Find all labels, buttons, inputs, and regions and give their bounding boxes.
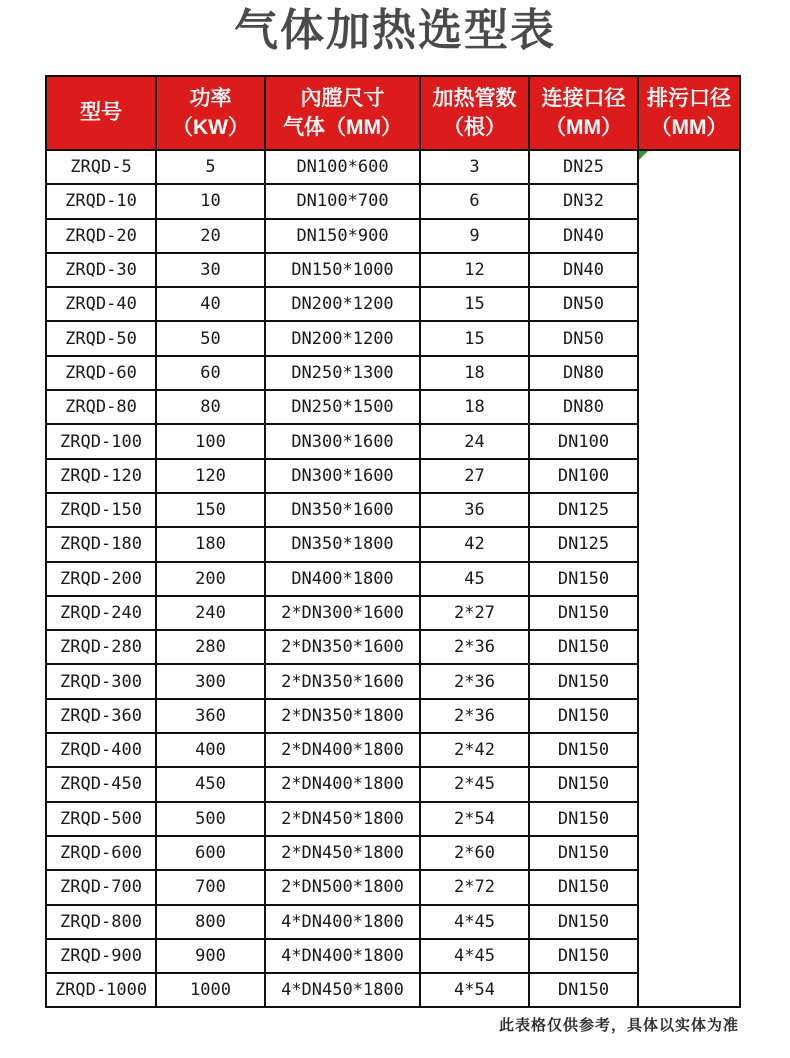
cell-model-6: ZRQD-60	[46, 356, 156, 390]
cell-tube-count-13: 2*27	[420, 596, 529, 630]
cell-chamber-size-5: DN200*1200	[265, 321, 420, 355]
table-row	[46, 596, 740, 630]
column-header-tube-count-label: 加热管数	[432, 86, 517, 110]
cell-chamber-size-16: 2*DN350*1800	[265, 699, 420, 733]
cell-chamber-size-11: DN350*1800	[265, 527, 420, 561]
table-row	[46, 287, 740, 321]
column-header-tube-count	[420, 76, 529, 150]
cell-power-kw-3: 30	[156, 253, 265, 287]
cell-model-3: ZRQD-30	[46, 253, 156, 287]
cell-model-12: ZRQD-200	[46, 562, 156, 596]
table-row	[46, 184, 740, 218]
column-header-tube-count-sublabel: （根）	[443, 116, 506, 139]
cell-connection-dia-3: DN40	[529, 253, 638, 287]
table-row	[46, 390, 740, 424]
cell-power-kw-18: 450	[156, 767, 265, 801]
cell-model-22: ZRQD-800	[46, 905, 156, 939]
cell-chamber-size-7: DN250*1500	[265, 390, 420, 424]
column-header-power	[156, 76, 265, 150]
cell-chamber-size-14: 2*DN350*1600	[265, 630, 420, 664]
cell-model-14: ZRQD-280	[46, 630, 156, 664]
cell-tube-count-11: 42	[420, 527, 529, 561]
cell-model-21: ZRQD-700	[46, 870, 156, 904]
cell-chamber-size-18: 2*DN400*1800	[265, 767, 420, 801]
cell-tube-count-12: 45	[420, 562, 529, 596]
table-row	[46, 356, 740, 390]
table-row	[46, 905, 740, 939]
column-header-connection-dia-sublabel: （MM）	[545, 116, 622, 139]
cell-model-18: ZRQD-450	[46, 767, 156, 801]
cell-model-16: ZRQD-360	[46, 699, 156, 733]
comment-flag-icon	[639, 151, 648, 160]
table-row	[46, 219, 740, 253]
cell-power-kw-11: 180	[156, 527, 265, 561]
table-row	[46, 150, 740, 184]
cell-power-kw-8: 100	[156, 424, 265, 458]
cell-power-kw-13: 240	[156, 596, 265, 630]
table-row	[46, 527, 740, 561]
cell-power-kw-9: 120	[156, 459, 265, 493]
column-header-model	[46, 76, 156, 150]
cell-power-kw-14: 280	[156, 630, 265, 664]
cell-power-kw-10: 150	[156, 493, 265, 527]
cell-power-kw-15: 300	[156, 664, 265, 698]
table-row	[46, 870, 740, 904]
cell-chamber-size-6: DN250*1300	[265, 356, 420, 390]
column-header-drain-dia-sublabel: （MM）	[650, 116, 728, 139]
cell-power-kw-5: 50	[156, 321, 265, 355]
cell-chamber-size-8: DN300*1600	[265, 424, 420, 458]
cell-model-20: ZRQD-600	[46, 836, 156, 870]
cell-model-10: ZRQD-150	[46, 493, 156, 527]
column-header-model-label: 型号	[80, 101, 122, 125]
column-header-chamber-size-sublabel: 气体（MM）	[283, 116, 402, 139]
cell-connection-dia-21: DN150	[529, 870, 638, 904]
column-header-chamber-size	[265, 76, 420, 150]
cell-model-23: ZRQD-900	[46, 939, 156, 973]
table-row	[46, 664, 740, 698]
page-title: 气体加热选型表	[234, 6, 556, 55]
cell-connection-dia-8: DN100	[529, 424, 638, 458]
cell-connection-dia-6: DN80	[529, 356, 638, 390]
cell-tube-count-14: 2*36	[420, 630, 529, 664]
cell-connection-dia-5: DN50	[529, 321, 638, 355]
cell-model-11: ZRQD-180	[46, 527, 156, 561]
cell-chamber-size-15: 2*DN350*1600	[265, 664, 420, 698]
cell-power-kw-20: 600	[156, 836, 265, 870]
header-row	[46, 76, 740, 150]
cell-connection-dia-14: DN150	[529, 630, 638, 664]
column-header-chamber-size-label: 內膛尺寸	[300, 86, 385, 110]
cell-model-24: ZRQD-1000	[46, 973, 156, 1007]
cell-chamber-size-12: DN400*1800	[265, 562, 420, 596]
table-row	[46, 424, 740, 458]
cell-model-13: ZRQD-240	[46, 596, 156, 630]
cell-tube-count-20: 2*60	[420, 836, 529, 870]
footnote: 此表格仅供参考，具体以实体为准	[498, 1017, 739, 1034]
cell-connection-dia-10: DN125	[529, 493, 638, 527]
cell-chamber-size-23: 4*DN400*1800	[265, 939, 420, 973]
cell-tube-count-6: 18	[420, 356, 529, 390]
column-header-power-sublabel: （KW）	[172, 116, 249, 139]
cell-connection-dia-1: DN32	[529, 184, 638, 218]
cell-connection-dia-4: DN50	[529, 287, 638, 321]
cell-connection-dia-15: DN150	[529, 664, 638, 698]
cell-power-kw-6: 60	[156, 356, 265, 390]
cell-chamber-size-22: 4*DN400*1800	[265, 905, 420, 939]
cell-chamber-size-24: 4*DN450*1800	[265, 973, 420, 1007]
cell-tube-count-18: 2*45	[420, 767, 529, 801]
cell-chamber-size-17: 2*DN400*1800	[265, 733, 420, 767]
cell-connection-dia-13: DN150	[529, 596, 638, 630]
cell-model-5: ZRQD-50	[46, 321, 156, 355]
cell-tube-count-0: 3	[420, 150, 529, 184]
cell-tube-count-23: 4*45	[420, 939, 529, 973]
cell-power-kw-19: 500	[156, 802, 265, 836]
cell-connection-dia-2: DN40	[529, 219, 638, 253]
cell-tube-count-7: 18	[420, 390, 529, 424]
cell-connection-dia-16: DN150	[529, 699, 638, 733]
cell-model-15: ZRQD-300	[46, 664, 156, 698]
table-row	[46, 836, 740, 870]
cell-power-kw-1: 10	[156, 184, 265, 218]
cell-connection-dia-12: DN150	[529, 562, 638, 596]
column-header-connection-dia-label: 连接口径	[541, 86, 626, 110]
cell-tube-count-1: 6	[420, 184, 529, 218]
cell-model-17: ZRQD-400	[46, 733, 156, 767]
column-header-drain-dia	[638, 76, 740, 150]
cell-chamber-size-2: DN150*900	[265, 219, 420, 253]
cell-chamber-size-4: DN200*1200	[265, 287, 420, 321]
cell-tube-count-16: 2*36	[420, 699, 529, 733]
cell-connection-dia-0: DN25	[529, 150, 638, 184]
cell-model-0: ZRQD-5	[46, 150, 156, 184]
cell-connection-dia-20: DN150	[529, 836, 638, 870]
cell-tube-count-21: 2*72	[420, 870, 529, 904]
cell-power-kw-24: 1000	[156, 973, 265, 1007]
cell-connection-dia-23: DN150	[529, 939, 638, 973]
cell-connection-dia-17: DN150	[529, 733, 638, 767]
cell-power-kw-21: 700	[156, 870, 265, 904]
cell-connection-dia-19: DN150	[529, 802, 638, 836]
cell-tube-count-17: 2*42	[420, 733, 529, 767]
column-header-connection-dia	[529, 76, 638, 150]
cell-model-8: ZRQD-100	[46, 424, 156, 458]
cell-connection-dia-24: DN150	[529, 973, 638, 1007]
cell-model-2: ZRQD-20	[46, 219, 156, 253]
cell-power-kw-4: 40	[156, 287, 265, 321]
table-row	[46, 802, 740, 836]
cell-power-kw-16: 360	[156, 699, 265, 733]
table-row	[46, 493, 740, 527]
table-row	[46, 767, 740, 801]
table-row	[46, 699, 740, 733]
cell-tube-count-5: 15	[420, 321, 529, 355]
cell-model-19: ZRQD-500	[46, 802, 156, 836]
cell-power-kw-22: 800	[156, 905, 265, 939]
cell-tube-count-9: 27	[420, 459, 529, 493]
cell-chamber-size-19: 2*DN450*1800	[265, 802, 420, 836]
cell-connection-dia-22: DN150	[529, 905, 638, 939]
cell-tube-count-22: 4*45	[420, 905, 529, 939]
cell-connection-dia-9: DN100	[529, 459, 638, 493]
cell-drain-merged	[638, 150, 740, 1007]
cell-model-1: ZRQD-10	[46, 184, 156, 218]
cell-connection-dia-11: DN125	[529, 527, 638, 561]
cell-chamber-size-1: DN100*700	[265, 184, 420, 218]
cell-chamber-size-10: DN350*1600	[265, 493, 420, 527]
cell-power-kw-23: 900	[156, 939, 265, 973]
table-row	[46, 973, 740, 1007]
cell-tube-count-3: 12	[420, 253, 529, 287]
table-row	[46, 459, 740, 493]
cell-power-kw-2: 20	[156, 219, 265, 253]
table-row	[46, 733, 740, 767]
cell-connection-dia-18: DN150	[529, 767, 638, 801]
cell-chamber-size-0: DN100*600	[265, 150, 420, 184]
cell-power-kw-12: 200	[156, 562, 265, 596]
cell-tube-count-10: 36	[420, 493, 529, 527]
table-body	[46, 150, 740, 1007]
cell-model-7: ZRQD-80	[46, 390, 156, 424]
cell-power-kw-0: 5	[156, 150, 265, 184]
cell-power-kw-17: 400	[156, 733, 265, 767]
column-header-drain-dia-label: 排污口径	[647, 86, 731, 110]
cell-chamber-size-20: 2*DN450*1800	[265, 836, 420, 870]
cell-tube-count-24: 4*54	[420, 973, 529, 1007]
cell-tube-count-19: 2*54	[420, 802, 529, 836]
cell-chamber-size-21: 2*DN500*1800	[265, 870, 420, 904]
table-row	[46, 630, 740, 664]
column-header-power-label: 功率	[189, 86, 232, 110]
table-row	[46, 253, 740, 287]
cell-connection-dia-7: DN80	[529, 390, 638, 424]
cell-model-4: ZRQD-40	[46, 287, 156, 321]
cell-tube-count-4: 15	[420, 287, 529, 321]
cell-model-9: ZRQD-120	[46, 459, 156, 493]
cell-tube-count-2: 9	[420, 219, 529, 253]
cell-tube-count-8: 24	[420, 424, 529, 458]
table-row	[46, 321, 740, 355]
cell-tube-count-15: 2*36	[420, 664, 529, 698]
table-row	[46, 562, 740, 596]
cell-power-kw-7: 80	[156, 390, 265, 424]
table-row	[46, 939, 740, 973]
cell-chamber-size-13: 2*DN300*1600	[265, 596, 420, 630]
cell-chamber-size-3: DN150*1000	[265, 253, 420, 287]
selection-table	[45, 75, 741, 1008]
cell-chamber-size-9: DN300*1600	[265, 459, 420, 493]
